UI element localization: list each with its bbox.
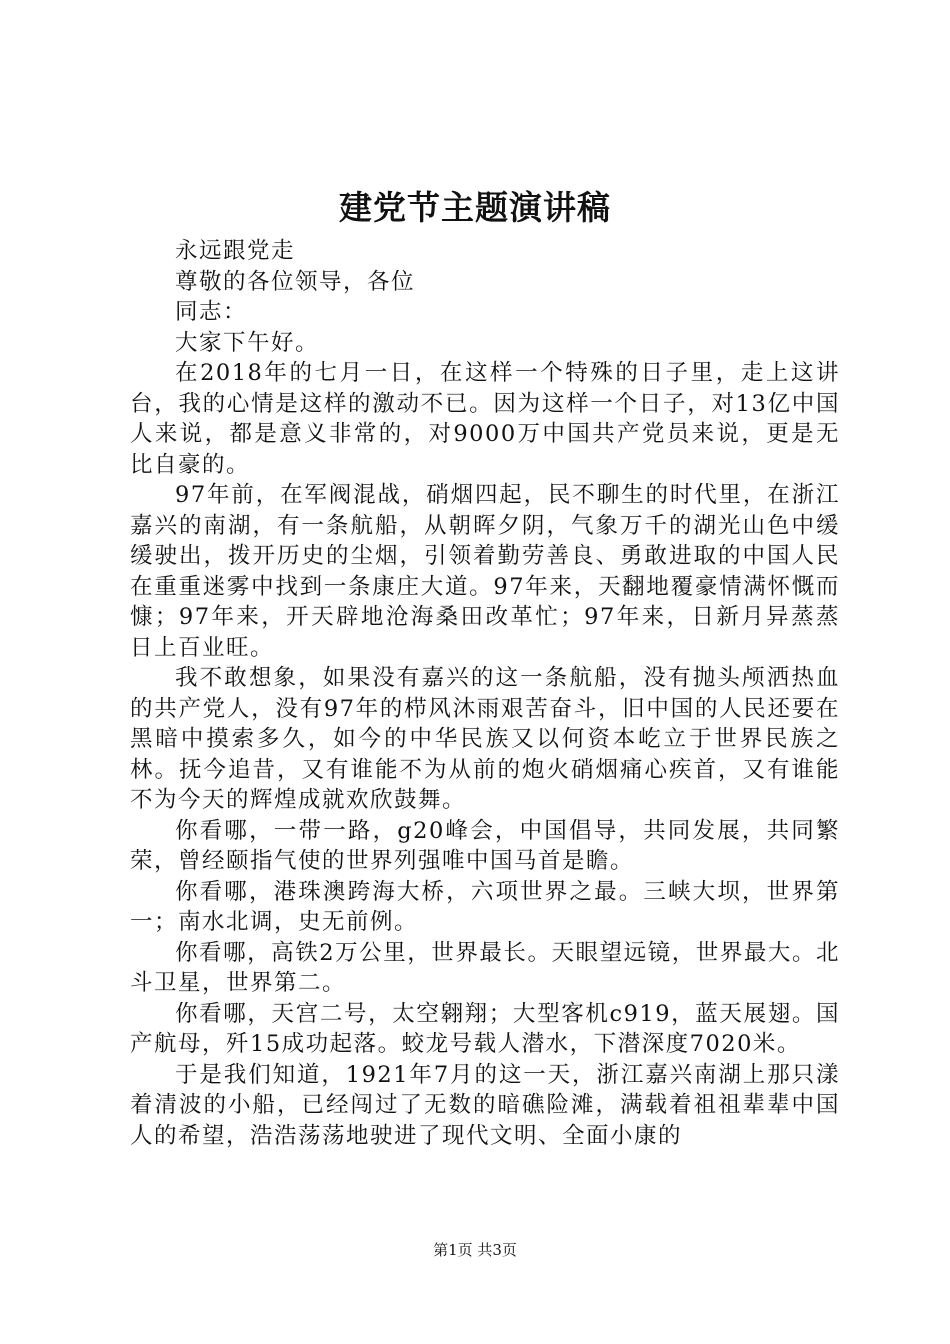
- paragraph-salutation-cont: 同志：: [175, 299, 248, 325]
- paragraph-body: 在2018年的七月一日，在这样一个特殊的日子里，走上这讲台，我的心情是这样的激动不已。因为这样一个日子，对13亿中国人来说，都是意义非常的，对9000万中国共产党员来说，更是无比自豪的。: [130, 360, 840, 478]
- document-body: [130, 236, 840, 1151]
- paragraph-subtitle: 永远跟党走: [175, 238, 296, 264]
- paragraph-greeting: 大家下午好。: [175, 329, 320, 356]
- paragraph-body: 你看哪，高铁2万公里，世界最长。天眼望远镜，世界最大。北斗卫星，世界第二。: [130, 939, 840, 996]
- paragraph-body: 97年前，在军阀混战，硝烟四起，民不聊生的时代里，在浙江嘉兴的南湖，有一条航船，从朝晖夕阴，气象万千的湖光山色中缓缓驶出，拨开历史的尘烟，引领着勤劳善良、勇敢进取的中国人民在重重迷雾中找到一条康庄大道。97年来，天翻地覆豪情满怀慨而慷；97年来，开天辟地沧海桑田改革忙；97年来，日新月异蒸蒸日上百业旺。: [130, 482, 840, 661]
- paragraph-body: 你看哪，港珠澳跨海大桥，六项世界之最。三峡大坝，世界第一；南水北调，史无前例。: [130, 878, 840, 935]
- paragraph-body: 你看哪，一带一路，g20峰会，中国倡导，共同发展，共同繁荣，曾经颐指气使的世界列强唯中国马首是瞻。: [130, 817, 840, 874]
- paragraph-body: 我不敢想象，如果没有嘉兴的这一条航船，没有抛头颅洒热血的共产党人，没有97年的栉风沐雨艰苦奋斗，旧中国的人民还要在黑暗中摸索多久，如今的中华民族又以何资本屹立于世界民族之林。抚今追昔，又有谁能不为从前的炮火硝烟痛心疾首，又有谁能不为今天的辉煌成就欢欣鼓舞。: [130, 665, 840, 813]
- document-title: 建党节主题演讲稿: [339, 188, 611, 227]
- paragraph-body: 你看哪，天宫二号，太空翱翔；大型客机c919，蓝天展翅。国产航母，歼15成功起落。蛟龙号载人潜水，下潜深度7020米。: [130, 1000, 840, 1057]
- paragraph-body: 于是我们知道，1921年7月的这一天，浙江嘉兴南湖上那只漾着清波的小船，已经闯过了无数的暗礁险滩，满载着祖祖辈辈中国人的希望，浩浩荡荡地驶进了现代文明、全面小康的: [130, 1061, 840, 1149]
- page-number-footer: 第1页 共3页: [433, 1241, 517, 1259]
- paragraph-salutation: 尊敬的各位领导，各位: [175, 268, 416, 295]
